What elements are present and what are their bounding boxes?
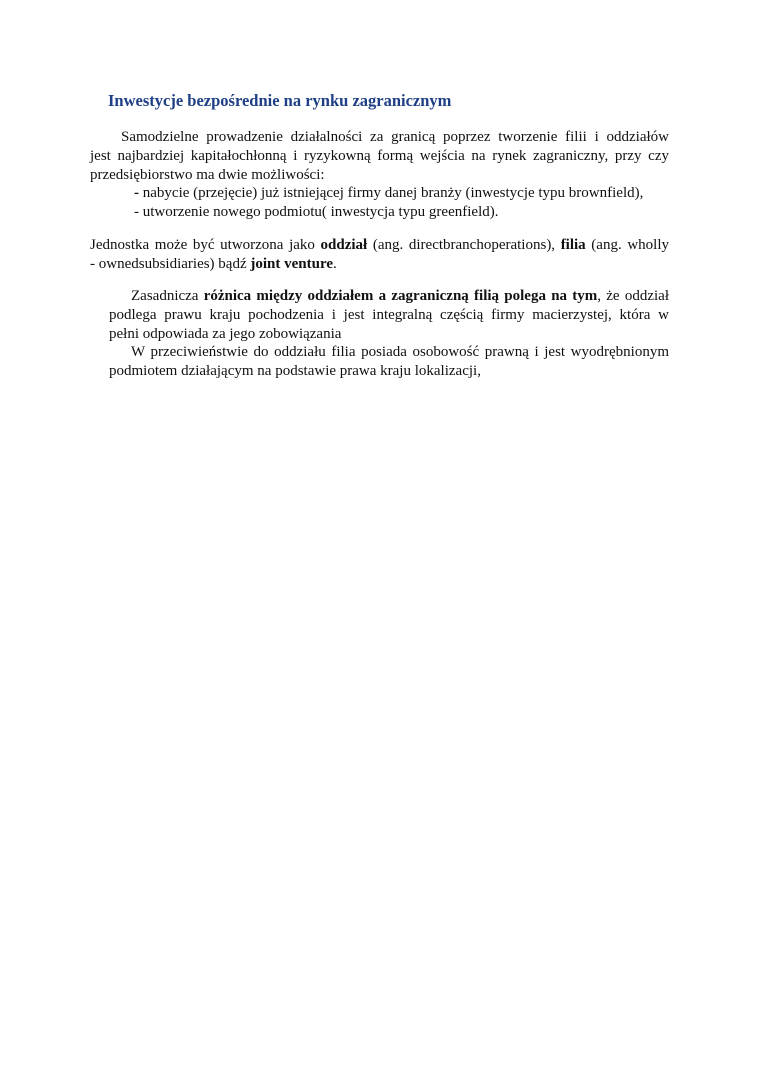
document-heading: Inwestycje bezpośrednie na rynku zagranicznym	[108, 91, 452, 110]
text-run: .	[333, 256, 337, 272]
text-run: (ang. directbranchoperations),	[367, 237, 561, 253]
bold-term-oddzial: oddział	[320, 237, 368, 253]
bold-term-joint-venture: joint venture	[250, 256, 334, 272]
bold-term-filia: filia	[560, 237, 586, 253]
list-item-brownfield	[134, 184, 643, 203]
paragraph-3-line-2: podlega prawu kraju pochodzenia i jest integralną częścią firmy macierzystej, która w	[109, 307, 669, 323]
text-run: , że oddział	[597, 288, 669, 304]
paragraph-2-line-1	[90, 236, 669, 255]
paragraph-3-line-5: podmiotem działającym na podstawie prawa kraju lokalizacji,	[109, 363, 481, 379]
text-run: - ownedsubsidiaries) bądź	[90, 256, 251, 272]
list-dash: -	[134, 185, 139, 201]
text-run: Jednostka może być utworzona jako	[90, 237, 321, 253]
paragraph-3-line-1	[131, 287, 669, 306]
paragraph-1-line-3: przedsiębiorstwo ma dwie możliwości:	[90, 167, 325, 183]
paragraph-3-line-3: pełni odpowiada za jego zobowiązania	[109, 326, 342, 342]
paragraph-3-line-4: W przeciwieństwie do oddziału filia posiada osobowość prawną i jest wyodrębnionym	[131, 344, 669, 360]
text-run: (ang. wholly	[585, 237, 669, 253]
list-item-greenfield: - utworzenie nowego podmiotu( inwestycja typu greenfield).	[134, 204, 499, 220]
bold-phrase-difference: różnica między oddziałem a zagraniczną filią polega na tym	[203, 288, 598, 304]
paragraph-2-line-2	[90, 255, 337, 274]
list-item-text: nabycie (przejęcie) już istniejącej firmy danej branży (inwestycje typu brownfield),	[139, 185, 644, 201]
text-run: Zasadnicza	[131, 288, 204, 304]
paragraph-1-line-1: Samodzielne prowadzenie działalności za granicą poprzez tworzenie filii i oddziałów	[121, 129, 669, 145]
paragraph-1-line-2: jest najbardziej kapitałochłonną i ryzykowną formą wejścia na rynek zagraniczny, przy czy	[90, 148, 669, 164]
